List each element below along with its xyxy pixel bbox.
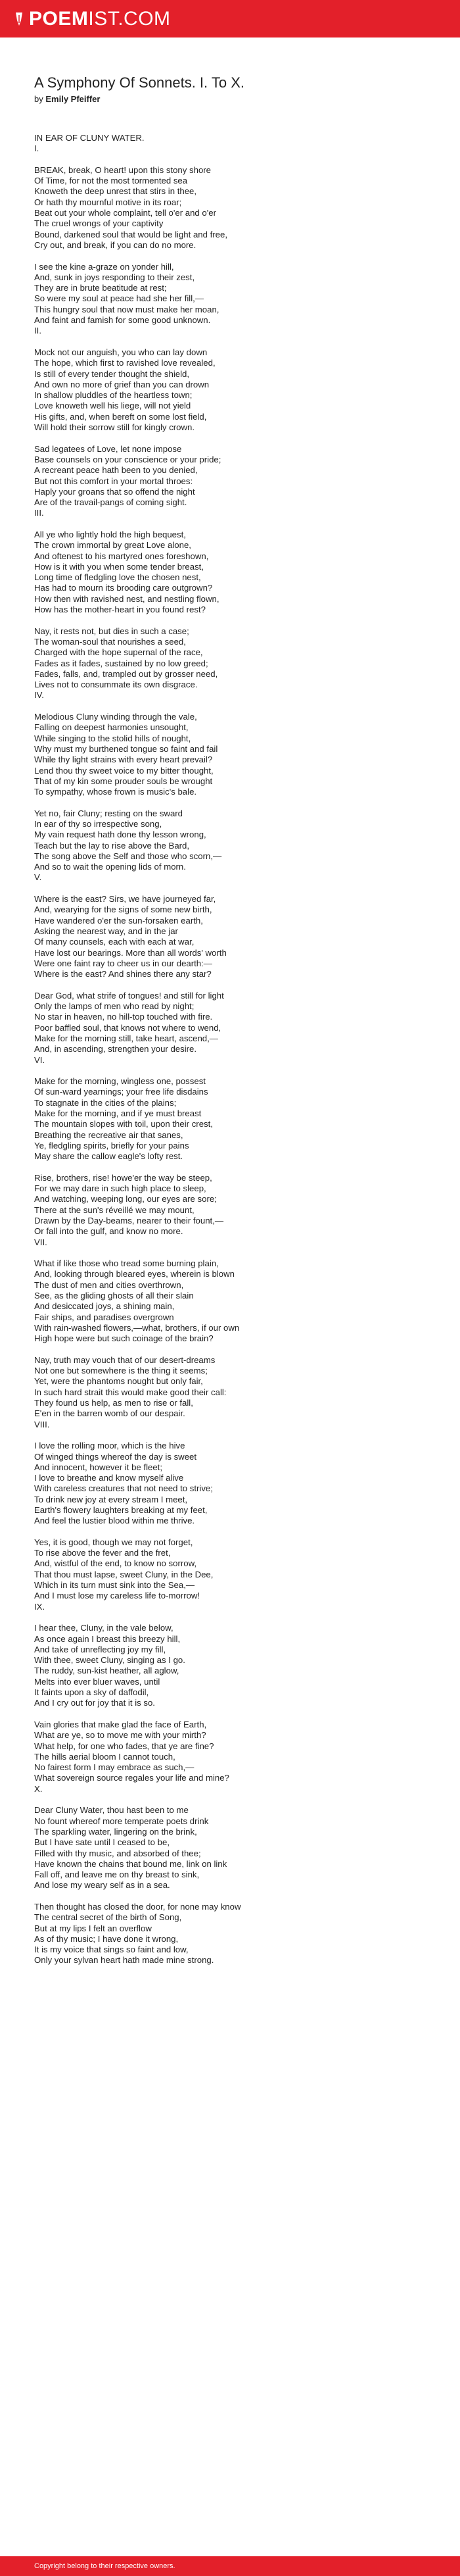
poem-text: IN EAR OF CLUNY WATER. I. BREAK, break, O heart! upon this stony shore Of Time, for not the most tormented sea Knoweth the deep unrest that stirs in thee, Or hath thy mournful motive in its roar; Beat out your whole complaint, tell o'er and o'er The cruel wrongs of your captivity Bound, darkened soul that would be light and free, Cry out, and break, if you can do no more. I see the kine a-graze on yonder hill, And, sunk in joys responding to their zest, They are in brute beatitude at rest; So were my soul at peace had she her fill,— This hungry soul that now must make her moan, And faint and famish for some good unknown. II. Mock not our anguish, you who can lay down The hope, which first to ravished love revealed, Is still of every tender thought the shield, And own no more of grief than you can drown In shallow pluddles of the heartless town; Love knoweth well his liege, will not yield His gifts, and, when bereft on some lost field, Will hold their sorrow still for kingly crown. Sad legatees of Love, let none impose Base counsels on your conscience or your pride; A recreant peace hath been to you denied, But not this comfort in your mortal throes: Haply your groans that so offend the night Are of the travail-pangs of coming sight. III. All ye who lightly hold the high bequest, The crown immortal by great Love alone, And oftenest to his martyred ones foreshown, How is it with you when some tender breast, Long time of fledgling love the chosen nest, Has had to mourn its brooding care outgrown? How then with ravished nest, and nestling flown, How has the mother-heart in you found rest? Nay, it rests not, but dies in such a case; The woman-soul that nourishes a seed, Charged with the hope supernal of the race, Fades as it fades, sustained by no low greed; Fades, falls, and, trampled out by grosser need, Lives not to consummate its own disgrace. IV. Melodious Cluny winding through the vale, Falling on deepest harmonies unsought, While singing to the stolid hills of nought, Why must my burthened tongue so faint and fail While thy light strains with every heart prevail? Lend thou thy sweet voice to my bitter thought, That of my kin some prouder souls be wrought To sympathy, whose frown is music's bale. Yet no, fair Cluny; resting on the sward In ear of thy so irrespective song, My vain request hath done thy lesson wrong, Teach but the lay to rise above the Bard, The song above the Self and those who scorn,— And so to wait the opening lids of morn. V. Where is the east? Sirs, we have journeyed far, And, wearying for the signs of some new birth, Have wandered o'er the sun-forsaken earth, Asking the nearest way, and in the jar Of many counsels, each with each at war, Have lost our bearings. More than all words' worth Were one faint ray to cheer us in our dearth:— Where is the east? And shines there any star? Dear God, what strife of tongues! and still for light Only the lamps of men who read by night; No star in heaven, no hill-top touched with fire. Poor baffled soul, that knows not where to wend, Make for the morning still, take heart, ascend,— And, in ascending, strengthen your desire. VI. Make for the morning, wingless one, possest Of sun-ward yearnings; your free life disdains To stagnate in the cities of the plains; Make for the morning, and if ye must breast The mountain slopes with toil, upon their crest, Breathing the recreative air that sanes, Ye, fledgling spirits, briefly for your pains May share the callow eagle's lofty rest. Rise, brothers, rise! howe'er the way be steep, For we may dare in such high place to sleep, And watching, weeping long, our eyes are sore; There at the sun's réveillé we may mount, Drawn by the Day-beams, nearer to their fount,— Or fall into the gulf, and know no more. VII. What if like those who tread some burning plain, And, looking through bleared eyes, wherein is blown The dust of men and cities overthrown, See, as the gliding ghosts of all their slain And desiccated joys, a shining main, Fair ships, and paradises overgrown With rain-washed flowers,—what, brothers, if our own High hope were but such coinage of the brain? Nay, truth may vouch that of our desert-dreams Not one but somewhere is the thing it seems; Yet, were the phantoms nought but only fair, In such hard strait this would make good their call: They found us help, as men to rise or fall, E'en in the barren womb of our despair. VIII. I love the rolling moor, which is the hive Of winged things whereof the day is sweet And innocent, however it be fleet; I love to breathe and know myself alive With careless creatures that not need to strive; To drink new joy at every stream I meet, Earth's flowery laughters breaking at my feet, And feel the lustier blood within me thrive. Yes, it is good, though we may not forget, To rise above the fever and the fret, And, wistful of the end, to know no sorrow, That thou must lapse, sweet Cluny, in the Dee, Which in its turn must sink into the Sea,— And I must lose my careless life to-morrow! IX. I hear thee, Cluny, in the vale below, As once again I breast this breezy hill, And take of unreflecting joy my fill, With thee, sweet Cluny, singing as I go. The ruddy, sun-kist heather, all aglow, Melts into ever bluer waves, until It faints upon a sky of daffodil, And I cry out for joy that it is so. Vain glories that make glad the face of Earth, What are ye, so to move me with your mirth? What help, for one who fades, that ye are fine? The hills aerial bloom I cannot touch, No fairest form I may embrace as such,— What sovereign source regales your life and mine? X. Dear Cluny Water, thou hast been to me No fount whereof more temperate poets drink The sparkling water, lingering on the brink, But I have sate until I ceased to be, Filled with thy music, and absorbed of thee; Have known the chains that bound me, link on link Fall off, and leave me on thy breast to sink, And lose my weary self as in a sea. Then thought has closed the door, for none may know The central secret of the birth of Song, But at my lips I felt an overflow As of thy music; I have done it wrong, It is my voice that sings so faint and low, Only your sylvan heart hath made mine strong. — [34, 133, 241, 1966]
site-logo[interactable] — [14, 9, 171, 29]
site-header — [0, 0, 460, 37]
site-footer — [0, 2556, 460, 2576]
poem-title: A Symphony Of Sonnets. I. To X. — [34, 74, 244, 91]
byline — [34, 93, 428, 105]
copyright-text: Copyright belong to their respective owners. — [34, 2562, 175, 2570]
logo-bold-part: POEM — [29, 7, 89, 30]
poem-container — [34, 74, 428, 1966]
logo-light-part: IST.COM — [88, 7, 171, 30]
quill-icon — [14, 11, 24, 27]
by-label: by — [34, 94, 43, 104]
logo-text — [29, 9, 171, 29]
author-link[interactable]: Emily Pfeiffer — [45, 94, 101, 104]
